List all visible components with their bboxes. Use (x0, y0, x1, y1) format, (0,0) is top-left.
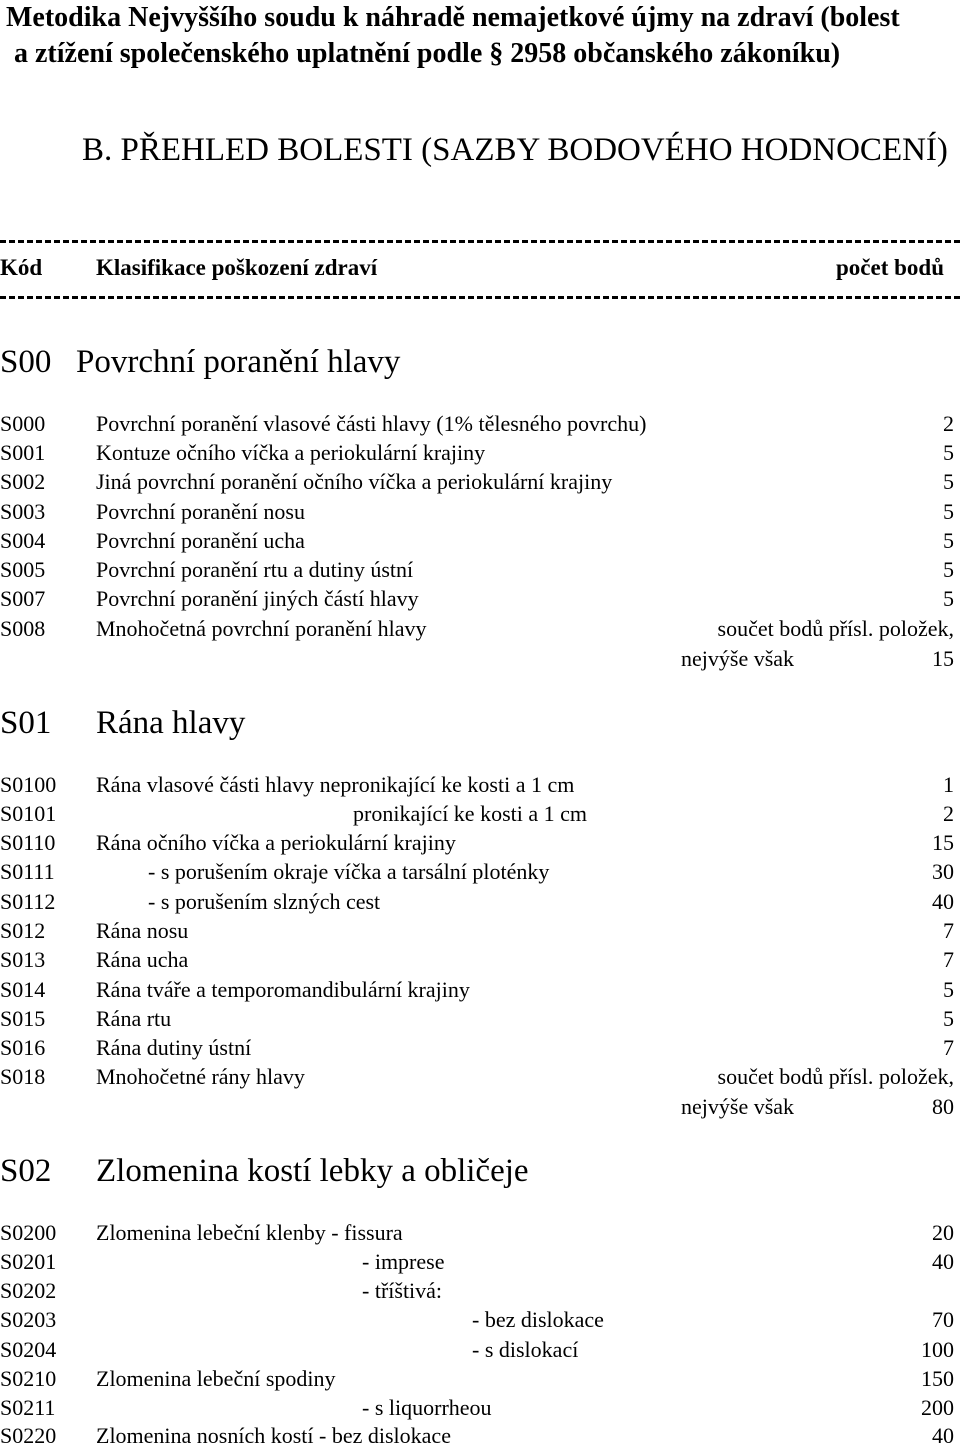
row-description: Zlomenina lebeční spodiny (96, 1366, 336, 1391)
table-row (0, 1005, 960, 1033)
header-divider-top (0, 240, 960, 243)
row-description: - tříštivá: (362, 1278, 443, 1303)
table-row (0, 1306, 960, 1334)
row-points: 70 (932, 1307, 954, 1332)
table-row (0, 858, 960, 886)
header-divider-bottom (0, 296, 960, 299)
row-points: 5 (943, 469, 954, 494)
row-description: Mnohočetné rány hlavy (96, 1064, 305, 1089)
table-row (0, 1365, 960, 1393)
table-row (0, 1394, 960, 1422)
row-code: S0200 (0, 1220, 57, 1245)
table-row (0, 585, 960, 613)
row-description: Rána rtu (96, 1006, 172, 1031)
limit-note: nejvýše však (681, 646, 795, 671)
row-description: Povrchní poranění nosu (96, 499, 305, 524)
row-description: Zlomenina lebeční klenby - fissura (96, 1220, 403, 1245)
limit-note-points: 80 (932, 1094, 954, 1119)
row-code: S0202 (0, 1278, 57, 1303)
table-row (0, 1336, 960, 1364)
group-title: Zlomenina kostí lebky a obličeje (96, 1153, 529, 1189)
table-row (0, 800, 960, 828)
row-description: Povrchní poranění vlasové části hlavy (1% tělesného povrchu) (96, 411, 647, 436)
row-points: 5 (943, 440, 954, 465)
row-points: 5 (943, 499, 954, 524)
row-points: 1 (943, 772, 954, 797)
row-points: 2 (943, 411, 954, 436)
row-code: S0100 (0, 772, 57, 797)
row-points: součet bodů přísl. položek, (717, 616, 954, 641)
table-row (0, 946, 960, 974)
table-row (0, 527, 960, 555)
group-title: Rána hlavy (96, 705, 246, 741)
row-points: 20 (932, 1220, 954, 1245)
limit-note-points: 15 (932, 646, 954, 671)
limit-note: nejvýše však (681, 1094, 795, 1119)
group-title: Povrchní poranění hlavy (76, 344, 401, 380)
row-description: pronikající ke kosti a 1 cm (353, 801, 587, 826)
row-description: Mnohočetná povrchní poranění hlavy (96, 616, 427, 641)
row-points: 5 (943, 557, 954, 582)
column-header-points: počet bodů (836, 255, 944, 280)
row-points: 40 (932, 1423, 954, 1448)
row-description: - s dislokací (472, 1337, 579, 1362)
row-code: S005 (0, 557, 46, 582)
row-description: Povrchní poranění ucha (96, 528, 305, 553)
row-code: S0201 (0, 1249, 57, 1274)
row-code: S014 (0, 977, 46, 1002)
table-row (0, 976, 960, 1004)
row-points: 200 (921, 1395, 954, 1420)
table-row (0, 1063, 960, 1091)
row-points: 15 (932, 830, 954, 855)
table-row (0, 410, 960, 438)
row-description: - imprese (362, 1249, 445, 1274)
table-row (0, 1034, 960, 1062)
row-points: součet bodů přísl. položek, (717, 1064, 954, 1089)
row-description: Rána tváře a temporomandibulární krajiny (96, 977, 470, 1002)
table-row (0, 439, 960, 467)
row-points: 40 (932, 1249, 954, 1274)
row-description: Rána dutiny ústní (96, 1035, 252, 1060)
row-code: S0111 (0, 859, 55, 884)
table-row (0, 1219, 960, 1247)
row-points: 40 (932, 889, 954, 914)
row-points: 2 (943, 801, 954, 826)
group-code: S02 (0, 1153, 52, 1189)
row-points: 5 (943, 1006, 954, 1031)
group-code: S01 (0, 705, 52, 741)
row-points: 100 (921, 1337, 954, 1362)
row-code: S007 (0, 586, 46, 611)
row-points: 5 (943, 586, 954, 611)
table-row (0, 1422, 960, 1450)
table-row (0, 771, 960, 799)
row-points: 5 (943, 977, 954, 1002)
row-code: S0220 (0, 1423, 57, 1448)
row-code: S003 (0, 499, 46, 524)
section-heading: B. PŘEHLED BOLESTI (SAZBY BODOVÉHO HODNOCENÍ) (82, 132, 948, 168)
row-code: S015 (0, 1006, 46, 1031)
row-description: Rána ucha (96, 947, 189, 972)
table-row (0, 615, 960, 643)
table-row (0, 888, 960, 916)
row-code: S0101 (0, 801, 57, 826)
row-code: S004 (0, 528, 46, 553)
row-code: S018 (0, 1064, 46, 1089)
row-description: Zlomenina nosních kostí - bez dislokace (96, 1423, 451, 1448)
row-description: Povrchní poranění jiných částí hlavy (96, 586, 419, 611)
row-code: S013 (0, 947, 46, 972)
row-points: 7 (943, 1035, 954, 1060)
column-header-code: Kód (0, 255, 43, 280)
row-code: S0204 (0, 1337, 57, 1362)
row-code: S008 (0, 616, 46, 641)
row-points: 7 (943, 947, 954, 972)
table-row (0, 1248, 960, 1276)
row-description: Rána nosu (96, 918, 189, 943)
row-code: S0110 (0, 830, 56, 855)
row-code: S0210 (0, 1366, 57, 1391)
row-code: S012 (0, 918, 46, 943)
row-description: - bez dislokace (472, 1307, 604, 1332)
row-code: S0112 (0, 889, 56, 914)
document-title-line-2: a ztížení společenského uplatnění podle § 2958 občanského zákoníku) (14, 38, 841, 69)
row-code: S016 (0, 1035, 46, 1060)
row-description: - s porušením slzných cest (148, 889, 381, 914)
row-code: S0211 (0, 1395, 56, 1420)
row-code: S001 (0, 440, 46, 465)
table-row (0, 1277, 960, 1305)
row-description: Kontuze očního víčka a periokulární krajiny (96, 440, 486, 465)
table-row (0, 829, 960, 857)
row-description: - s porušením okraje víčka a tarsální ploténky (148, 859, 550, 884)
row-description: - s liquorrheou (362, 1395, 492, 1420)
table-row (0, 468, 960, 496)
row-description: Rána vlasové části hlavy nepronikající ke kosti a 1 cm (96, 772, 575, 797)
row-code: S002 (0, 469, 46, 494)
document-title-line-1: Metodika Nejvyššího soudu k náhradě nemajetkové újmy na zdraví (bolest (6, 2, 900, 33)
row-description: Povrchní poranění rtu a dutiny ústní (96, 557, 414, 582)
row-code: S000 (0, 411, 46, 436)
row-description: Rána očního víčka a periokulární krajiny (96, 830, 456, 855)
table-row (0, 556, 960, 584)
group-code: S00 (0, 344, 52, 380)
row-points: 30 (932, 859, 954, 884)
table-row (0, 498, 960, 526)
row-points: 5 (943, 528, 954, 553)
row-description: Jiná povrchní poranění očního víčka a periokulární krajiny (96, 469, 613, 494)
row-points: 150 (921, 1366, 954, 1391)
row-code: S0203 (0, 1307, 57, 1332)
row-points: 7 (943, 918, 954, 943)
table-row (0, 917, 960, 945)
column-header-classification: Klasifikace poškození zdraví (96, 255, 378, 280)
